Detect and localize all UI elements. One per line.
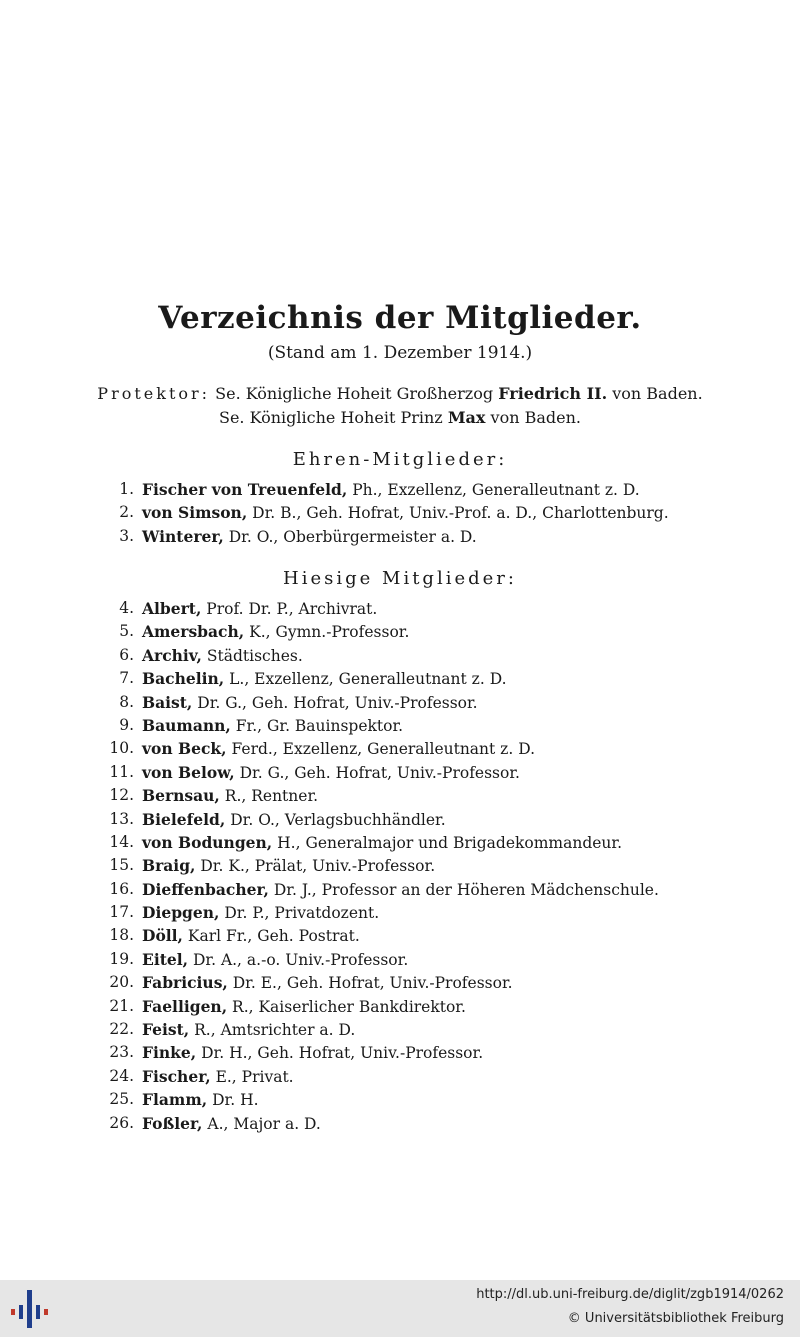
protektor-line-2-bold: Max <box>447 408 486 427</box>
entry-number: 3. <box>119 526 134 545</box>
entry-number: 9. <box>119 715 134 734</box>
page-subtitle: (Stand am 1. Dezember 1914.) <box>267 343 533 363</box>
local-entry <box>0 901 800 924</box>
honorary-members-heading: Ehren-Mitglieder: <box>292 449 508 470</box>
entry-name: von Simson, <box>142 503 248 523</box>
honorary-entry <box>0 501 800 524</box>
local-entry <box>0 878 800 901</box>
protektor-line-1 <box>0 382 800 406</box>
entry-detail: R., Kaiserlicher Bankdirektor. <box>232 997 466 1016</box>
protektor-line-2-post: von Baden. <box>490 408 581 427</box>
entry-detail: Dr. O., Oberbürgermeister a. D. <box>228 527 477 546</box>
entry-name: Fabricius, <box>142 973 228 993</box>
entry-text <box>142 691 478 715</box>
entry-text <box>142 808 446 832</box>
entry-detail: Dr. O., Verlagsbuchhändler. <box>230 810 446 829</box>
entry-text <box>142 761 520 785</box>
entry-name: Baist, <box>142 692 193 712</box>
entry-number: 26. <box>109 1113 134 1132</box>
entry-number: 25. <box>109 1090 134 1109</box>
protektor-block <box>0 382 800 430</box>
entry-name: von Beck, <box>142 739 227 759</box>
entry-name: Albert, <box>142 599 202 618</box>
entry-name: Flamm, <box>142 1090 208 1110</box>
local-entry <box>0 691 800 714</box>
local-entry <box>0 924 800 947</box>
entry-text <box>142 737 535 761</box>
honorary-entry <box>0 525 800 548</box>
entry-detail: Karl Fr., Geh. Postrat. <box>187 927 360 946</box>
protektor-line-1-pre: Se. Königliche Hoheit Großherzog <box>215 384 494 403</box>
entry-text <box>142 831 622 855</box>
entry-detail: R., Rentner. <box>224 787 319 806</box>
entry-number: 16. <box>109 879 134 898</box>
local-entry <box>0 808 800 831</box>
local-entry <box>0 995 800 1018</box>
entry-name: Finke, <box>142 1043 197 1063</box>
entry-detail: Dr. J., Professor an der Höheren Mädchenschule. <box>273 880 659 899</box>
local-entry <box>0 854 800 877</box>
entry-number: 24. <box>109 1066 134 1085</box>
entry-number: 12. <box>109 786 134 805</box>
entry-text <box>142 1018 355 1042</box>
entry-name: Foßler, <box>142 1113 203 1133</box>
entry-number: 5. <box>119 622 134 641</box>
entry-detail: Dr. E., Geh. Hofrat, Univ.-Professor. <box>232 974 513 993</box>
entry-name: Braig, <box>142 856 196 876</box>
entry-name: Bernsau, <box>142 786 220 806</box>
entry-detail: Ph., Exzellenz, Generalleutnant z. D. <box>352 481 640 499</box>
local-entry <box>0 667 800 690</box>
local-entry <box>0 1041 800 1064</box>
entry-text <box>142 1088 259 1112</box>
entry-detail: H., Generalmajor und Brigadekommandeur. <box>277 833 623 852</box>
entry-text <box>142 478 640 502</box>
entry-text <box>142 901 379 925</box>
local-members-heading: Hiesige Mitglieder: <box>283 568 517 589</box>
entry-name: Fischer von Treuenfeld, <box>142 480 348 499</box>
entry-detail: Ferd., Exzellenz, Generalleutnant z. D. <box>231 740 536 759</box>
honorary-entry <box>0 478 800 501</box>
entry-number: 13. <box>109 809 134 828</box>
entry-text <box>142 501 669 525</box>
entry-name: Fischer, <box>142 1066 211 1086</box>
local-entry <box>0 644 800 667</box>
local-entry <box>0 1088 800 1111</box>
local-entry <box>0 784 800 807</box>
entry-text <box>142 597 377 621</box>
protektor-label: Protektor: <box>97 384 211 403</box>
entry-text <box>142 948 408 972</box>
entry-detail: E., Privat. <box>215 1067 294 1086</box>
footer-bar <box>0 1280 800 1337</box>
entry-name: Winterer, <box>142 526 224 546</box>
local-entry <box>0 737 800 760</box>
page-url-link[interactable]: http://dl.ub.uni-freiburg.de/diglit/zgb1914/0262 <box>476 1287 784 1302</box>
entry-number: 1. <box>119 480 134 498</box>
protektor-line-1-post: von Baden. <box>612 384 703 403</box>
protektor-line-2-pre: Se. Königliche Hoheit Prinz <box>218 408 443 427</box>
local-entry <box>0 620 800 643</box>
entry-detail: Dr. A., a.-o. Univ.-Professor. <box>192 950 409 969</box>
local-entry <box>0 597 800 620</box>
entry-detail: Dr. P., Privatdozent. <box>224 904 380 923</box>
entry-text <box>142 995 466 1019</box>
entry-detail: Dr. K., Prälat, Univ.-Professor. <box>200 857 436 876</box>
entry-detail: K., Gymn.-Professor. <box>249 623 410 642</box>
entry-name: Bachelin, <box>142 669 225 689</box>
entry-text <box>142 878 659 902</box>
entry-detail: L., Exzellenz, Generalleutnant z. D. <box>229 670 507 689</box>
entry-name: Eitel, <box>142 949 189 969</box>
entry-text <box>142 924 360 948</box>
entry-name: Bielefeld, <box>142 809 226 829</box>
entry-name: Archiv, <box>142 645 202 665</box>
entry-text <box>142 854 435 878</box>
entry-text <box>142 1112 321 1136</box>
entry-name: Dieffenbacher, <box>142 879 269 899</box>
local-entry <box>0 1112 800 1135</box>
entry-text <box>142 1065 294 1089</box>
entry-name: von Below, <box>142 762 235 782</box>
entry-text <box>142 644 303 668</box>
entry-text <box>142 620 409 644</box>
entry-name: von Bodungen, <box>142 832 273 852</box>
local-entry <box>0 831 800 854</box>
entry-detail: Prof. Dr. P., Archivrat. <box>206 600 378 618</box>
entry-number: 19. <box>109 949 134 968</box>
entry-number: 2. <box>119 503 134 522</box>
entry-number: 8. <box>119 692 134 711</box>
protektor-line-2 <box>0 406 800 430</box>
local-entry <box>0 1065 800 1088</box>
entry-text <box>142 714 403 738</box>
local-entry <box>0 1018 800 1041</box>
entry-number: 18. <box>109 926 134 945</box>
entry-number: 6. <box>119 645 134 664</box>
entry-detail: Dr. G., Geh. Hofrat, Univ.-Professor. <box>239 763 520 782</box>
entry-name: Feist, <box>142 1020 190 1040</box>
entry-text <box>142 971 513 995</box>
entry-name: Baumann, <box>142 715 231 735</box>
local-members-list <box>0 597 800 1135</box>
entry-name: Diepgen, <box>142 903 220 923</box>
entry-number: 4. <box>119 599 134 617</box>
local-entry <box>0 948 800 971</box>
entry-detail: Dr. G., Geh. Hofrat, Univ.-Professor. <box>197 693 478 712</box>
entry-detail: Städtisches. <box>206 646 303 665</box>
entry-name: Amersbach, <box>142 622 245 642</box>
entry-text <box>142 784 318 808</box>
entry-detail: Dr. B., Geh. Hofrat, Univ.-Prof. a. D., Charlottenburg. <box>252 504 669 523</box>
protektor-line-1-bold: Friedrich II. <box>498 384 608 403</box>
entry-number: 22. <box>109 1020 134 1039</box>
entry-number: 7. <box>119 669 134 688</box>
local-entry <box>0 761 800 784</box>
entry-detail: Dr. H. <box>212 1091 259 1110</box>
honorary-members-list <box>0 478 800 548</box>
entry-number: 23. <box>109 1043 134 1062</box>
entry-name: Döll, <box>142 926 183 946</box>
entry-number: 17. <box>109 903 134 922</box>
local-entry <box>0 971 800 994</box>
entry-number: 11. <box>109 762 134 781</box>
copyright-text: © Universitätsbibliothek Freiburg <box>567 1311 784 1326</box>
entry-text <box>142 1041 483 1065</box>
entry-name: Faelligen, <box>142 996 228 1016</box>
entry-text <box>142 667 507 691</box>
entry-number: 14. <box>109 832 134 851</box>
entry-number: 21. <box>109 996 134 1015</box>
local-entry <box>0 714 800 737</box>
entry-text <box>142 525 477 549</box>
entry-number: 20. <box>109 973 134 992</box>
entry-number: 15. <box>109 856 134 875</box>
entry-number: 10. <box>109 739 134 758</box>
entry-detail: R., Amtsrichter a. D. <box>194 1021 356 1040</box>
entry-detail: Dr. H., Geh. Hofrat, Univ.-Professor. <box>201 1044 484 1063</box>
page-title: Verzeichnis der Mitglieder. <box>158 300 642 336</box>
ub-freiburg-logo-icon <box>10 1288 50 1330</box>
entry-detail: Fr., Gr. Bauinspektor. <box>235 716 404 735</box>
entry-detail: A., Major a. D. <box>207 1114 321 1133</box>
